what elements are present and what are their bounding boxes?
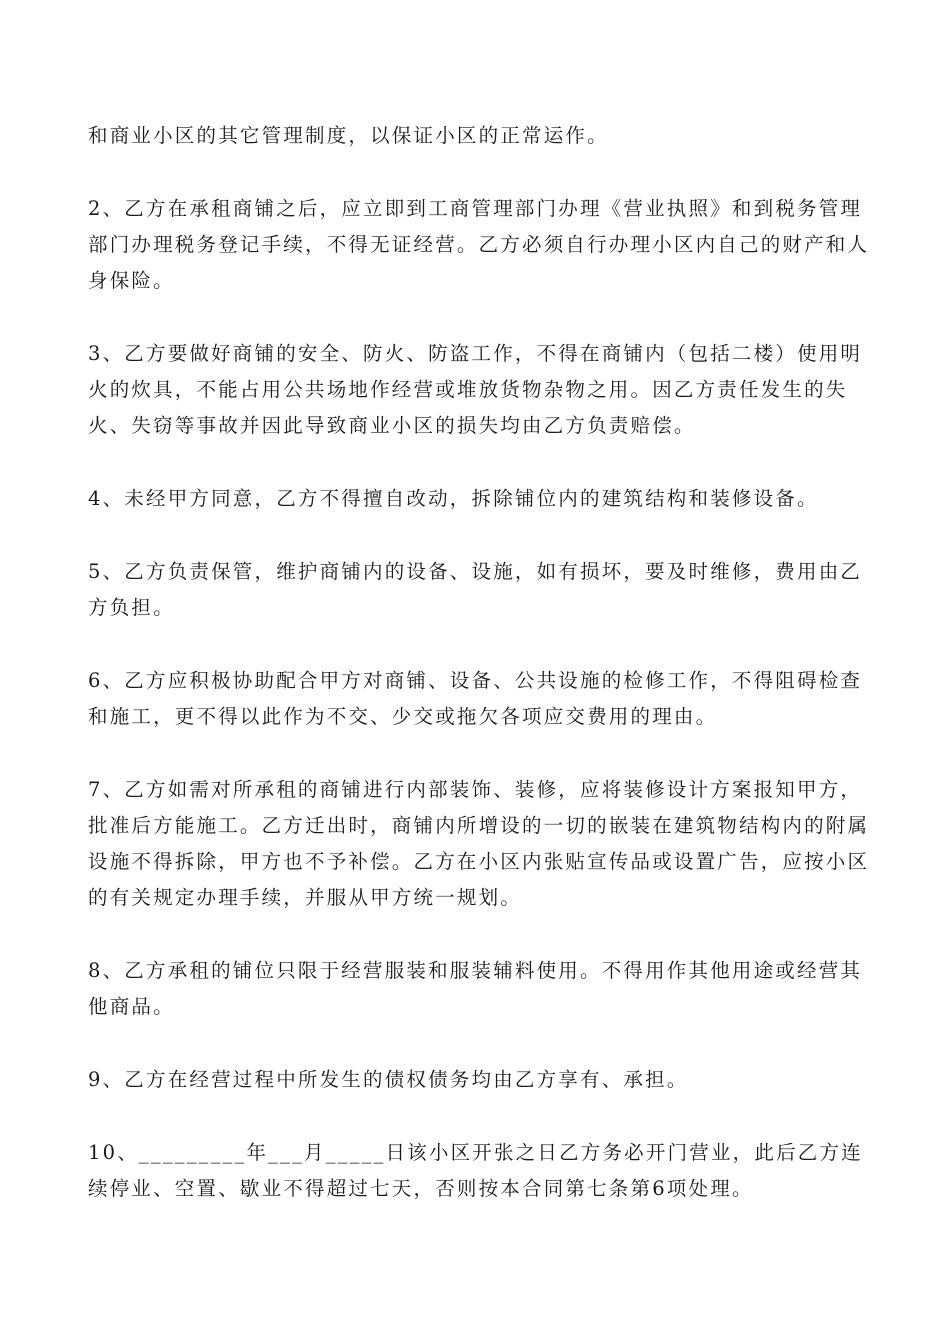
clause-3: 3、乙方要做好商铺的安全、防火、防盗工作，不得在商铺内（包括二楼）使用明火的炊具，不能占用公共场地作经营或堆放货物杂物之用。因乙方责任发生的失火、失窃等事故并因此导致商业小区的损失均由乙方负责赔偿。 bbox=[88, 342, 863, 437]
clause-2: 2、乙方在承租商铺之后，应立即到工商管理部门办理《营业执照》和到税务管理部门办理税务登记手续，不得无证经营。乙方必须自行办理小区内自己的财产和人身保险。 bbox=[88, 197, 870, 292]
clause-9: 9、乙方在经营过程中所发生的债权债务均由乙方享有、承担。 bbox=[88, 1068, 689, 1091]
paragraph-continuation: 和商业小区的其它管理制度，以保证小区的正常运作。 bbox=[88, 124, 609, 147]
clause-8: 8、乙方承租的铺位只限于经营服装和服装辅料使用。不得用作其他用途或经营其他商品。 bbox=[88, 959, 863, 1018]
document-body bbox=[88, 118, 878, 1244]
clause-5: 5、乙方负责保管，维护商铺内的设备、设施，如有损坏，要及时维修，费用由乙方负担。 bbox=[88, 560, 863, 619]
clause-7: 7、乙方如需对所承租的商铺进行内部装饰、装修，应将装修设计方案报知甲方，批准后方能施工。乙方迁出时，商铺内所增设的一切的嵌装在建筑物结构内的附属设施不得拆除，甲方也不予补偿。乙方在小区内张贴宣传品或设置广告，应按小区的有关规定办理手续，并服从甲方统一规划。 bbox=[88, 778, 870, 909]
clause-10: 10、_________年___月_____日该小区开张之日乙方务必开门营业，此后乙方连续停业、空置、歇业不得超过七天，否则按本合同第七条第6项处理。 bbox=[88, 1141, 863, 1200]
clause-6: 6、乙方应积极协助配合甲方对商铺、设备、公共设施的检修工作，不得阻碍检查和施工，更不得以此作为不交、少交或拖欠各项应交费用的理由。 bbox=[88, 669, 863, 728]
clause-4: 4、未经甲方同意，乙方不得擅自改动，拆除铺位内的建筑结构和装修设备。 bbox=[88, 487, 819, 510]
